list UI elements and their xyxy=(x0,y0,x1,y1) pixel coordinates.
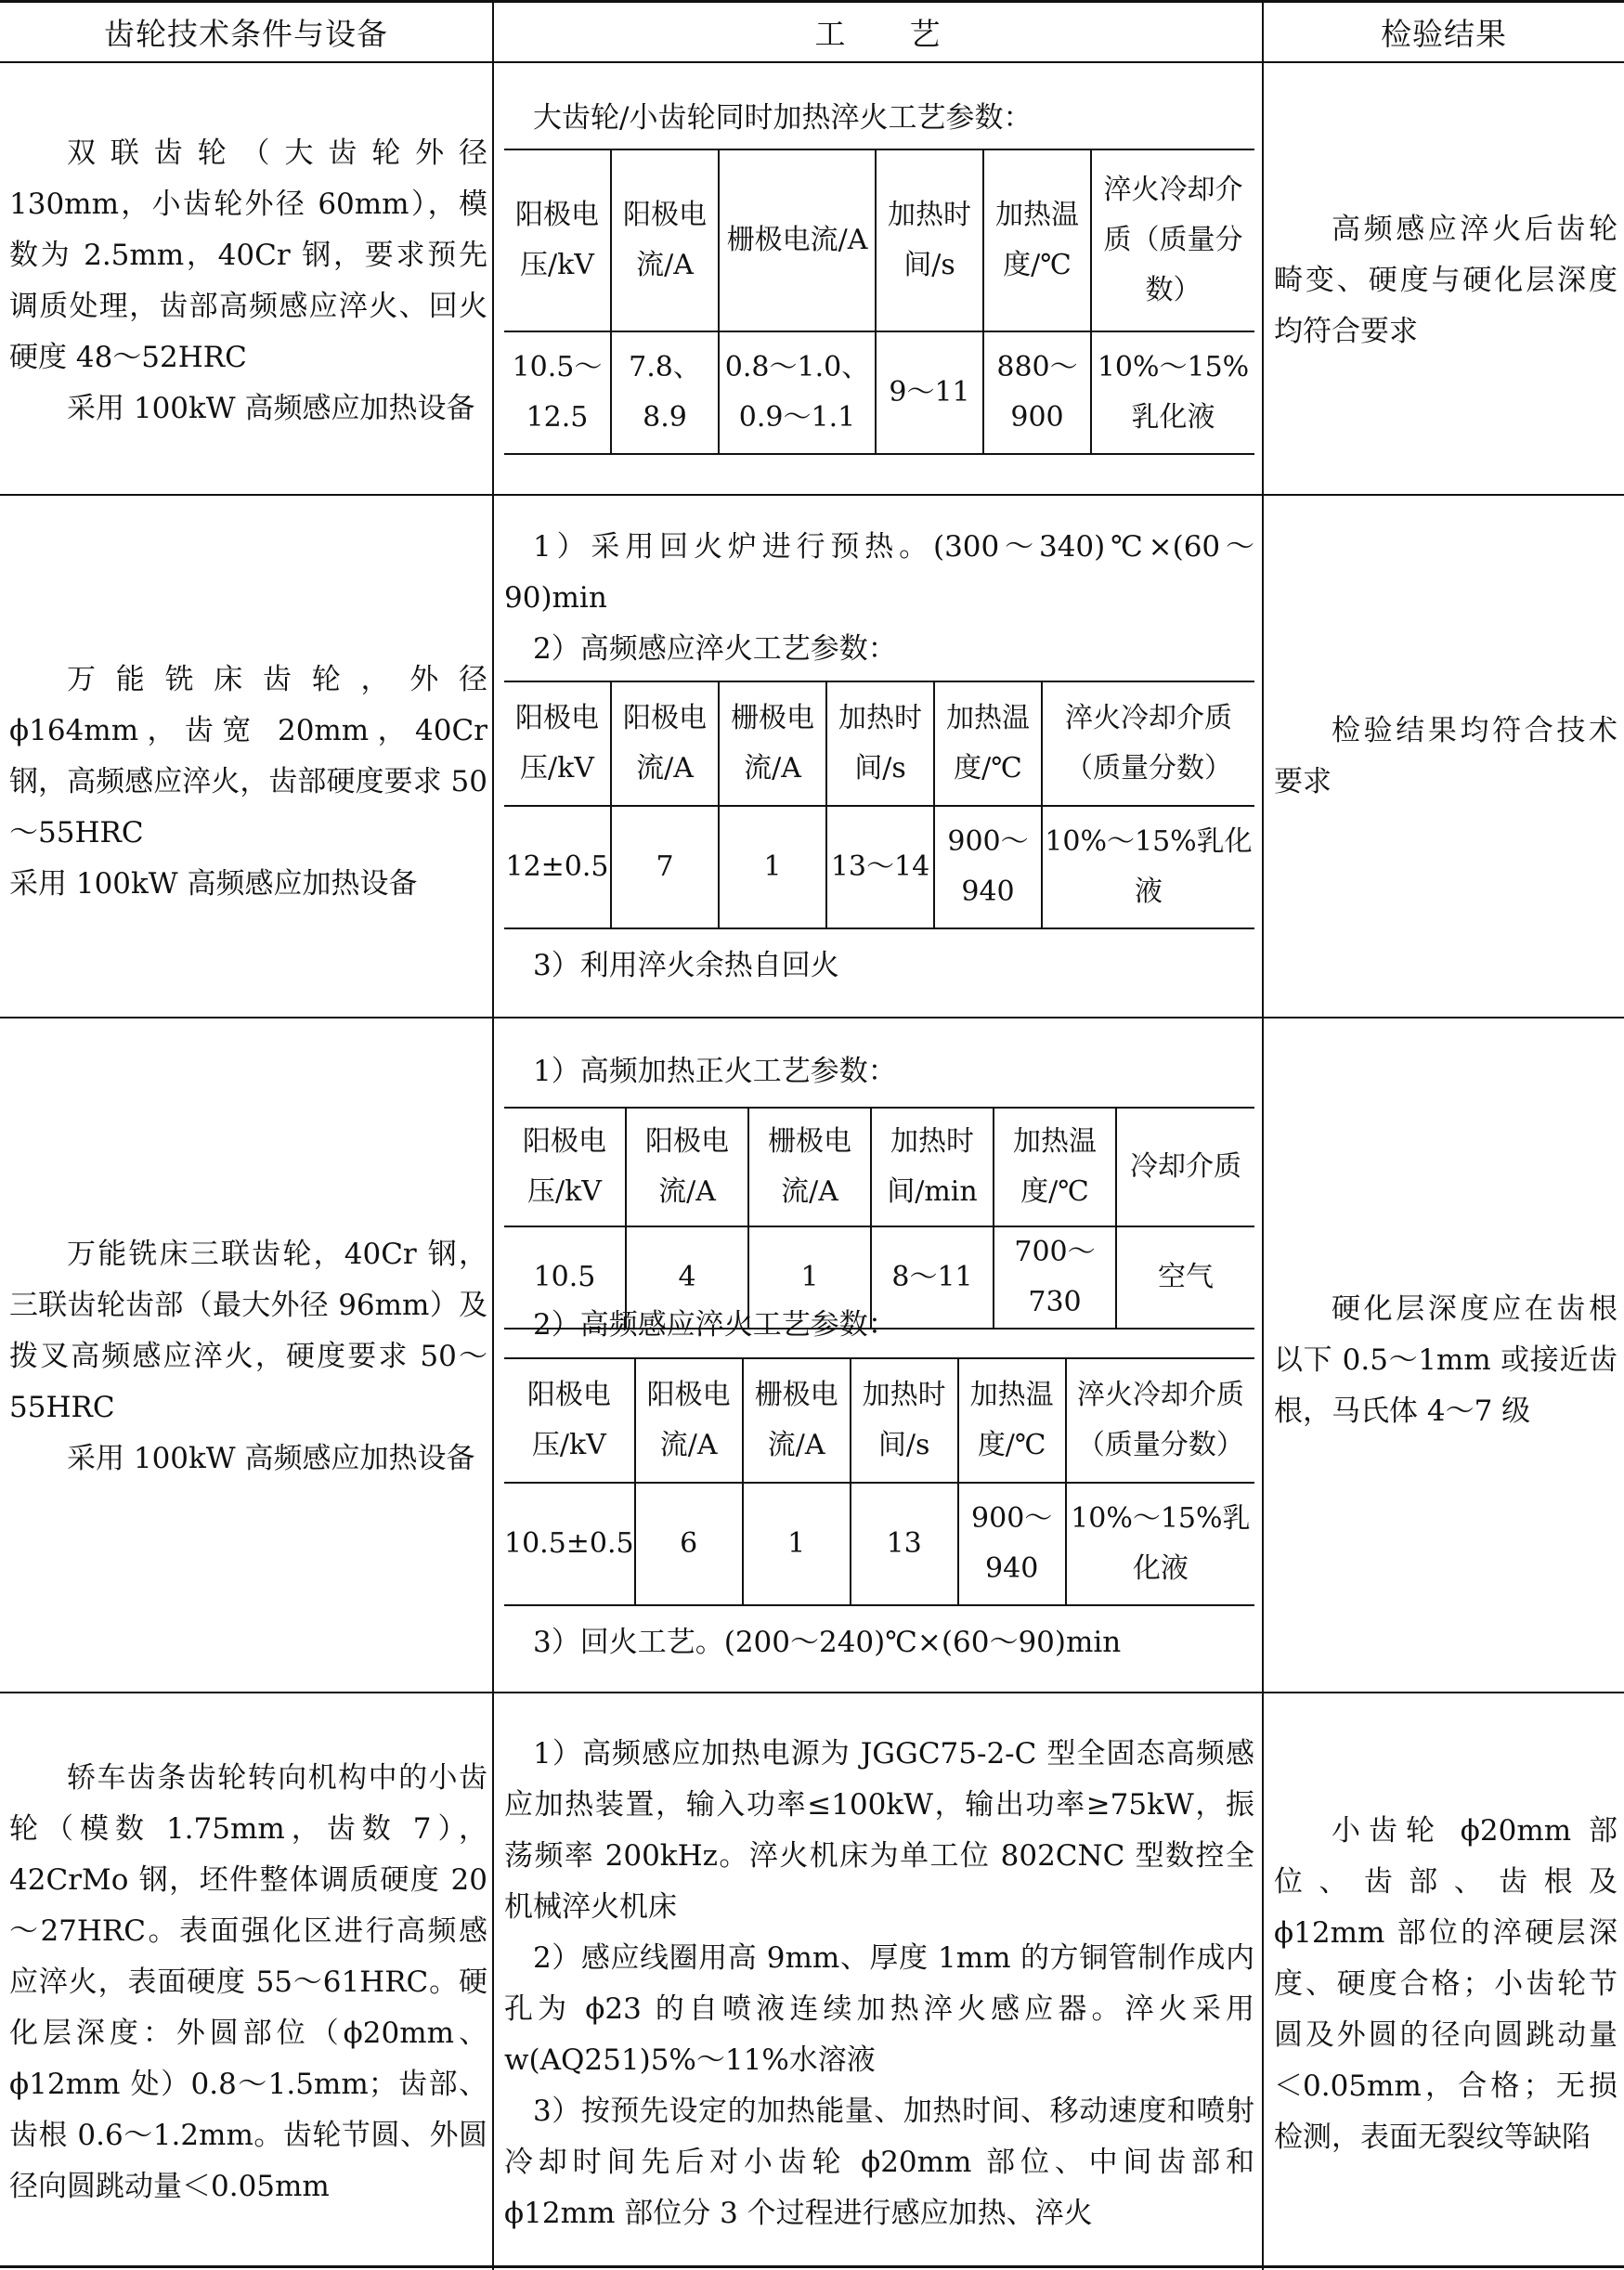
table-cell: 10.5±0.5 xyxy=(504,1527,634,1560)
table-header-cell: 淬火冷却介质（质量分数） xyxy=(1066,1358,1254,1483)
row1-process-title: 大齿轮/小齿轮同时加热淬火工艺参数： xyxy=(533,101,1033,135)
table-cell: 空气 xyxy=(1116,1226,1254,1329)
table-cell: 7 xyxy=(611,806,719,928)
row2-step3: 3）利用淬火余热自回火 xyxy=(533,949,839,982)
table-cell: 10.5～12.5 xyxy=(512,351,603,434)
table-cell: 900～940 xyxy=(934,806,1042,928)
row3-step2: 2）高频感应淬火工艺参数： xyxy=(533,1308,897,1342)
table-header-cell: 淬火冷却介质（质量分数） xyxy=(1091,149,1254,331)
row2-bottom-border xyxy=(0,1017,1624,1018)
table-bottom-border xyxy=(0,2265,1624,2268)
table-cell: 9～11 xyxy=(876,331,983,454)
table-cell: 10.5 xyxy=(533,1261,596,1293)
row4-conditions: 轿车齿条齿轮转向机构中的小齿轮（模数 1.75mm，齿数 7），42CrMo 钢，坯件整体调质硬度 20～27HRC。表面强化区进行高频感应淬火，表面硬度 55～61HRC。硬化层深度：外圆部位（ϕ20mm、ϕ12mm 处）0.8～1.5mm；齿部、齿根 0.6～1.2mm。齿轮节圆、外圆径向圆跳动量＜0.05mm xyxy=(9,1761,487,2203)
row2-step1: 1）采用回火炉进行预热。(300～340)℃×(60～90)min xyxy=(504,530,1254,615)
table-header-cell: 阳极电压/kV xyxy=(504,1108,626,1226)
table-header-cell: 加热温度/℃ xyxy=(934,681,1042,806)
table-header-cell: 加热时间/s xyxy=(826,681,934,806)
table-cell: 880～900 xyxy=(983,331,1091,454)
row2-param-table xyxy=(504,681,1254,929)
table-cell: 0.8～1.0、0.9～1.1 xyxy=(719,331,876,454)
table-header-cell: 加热时间/s xyxy=(876,149,983,331)
table-cell: 1 xyxy=(743,1483,851,1605)
row3-param-table-2 xyxy=(504,1357,1254,1606)
row4-steps: 1）高频感应加热电源为 JGGC75-2-C 型全固态高频感应加热装置，输入功率≤100kW，输出功率≥75kW，振荡频率 200kHz。淬火机床为单工位 802CNC 型数控全机械淬火机床 2）感应线圈用高 9mm、厚度 1mm 的方铜管制作成内孔为 ϕ23 的自喷液连续加热淬火感应器。淬火采用 w(AQ251)5%～11%水溶液 3）按预先设定的加热能量、加热时间、移动速度和喷射冷却时间先后对小齿轮 ϕ20mm 部位、中间齿部和 ϕ12mm 部位分 3 个过程进行感应加热、淬火 xyxy=(504,1737,1254,2230)
table-header-cell: 阳极电流/A xyxy=(611,681,719,806)
table-cell: 1 xyxy=(748,1226,871,1329)
table-header-cell: 加热温度/℃ xyxy=(958,1358,1066,1483)
row4-result: 小齿轮 ϕ20mm 部位、齿部、齿根及 ϕ12mm 部位的淬硬层深度、硬度合格；小齿轮节圆及外圆的径向圆跳动量＜0.05mm，合格；无损检测，表面无裂纹等缺陷 xyxy=(1274,1814,1618,2154)
table-cell: 13 xyxy=(851,1483,958,1605)
table-header-cell: 阳极电流/A xyxy=(626,1108,748,1226)
header-conditions: 齿轮技术条件与设备 xyxy=(104,15,388,52)
table-top-border xyxy=(0,0,1624,3)
table-cell: 12±0.5 xyxy=(505,850,609,883)
table-cell: 8～11 xyxy=(871,1226,994,1329)
table-header-cell: 加热时间/min xyxy=(871,1108,994,1226)
table-header-cell: 加热时间/s xyxy=(851,1358,958,1483)
header-result: 检验结果 xyxy=(1381,15,1507,52)
table-header-cell: 阳极电压/kV xyxy=(504,681,611,806)
table-cell: 10%～15%乳化液 xyxy=(1066,1483,1254,1605)
table-header-cell: 栅极电流/A xyxy=(748,1108,871,1226)
table-header-cell: 加热温度/℃ xyxy=(983,149,1091,331)
row3-step1: 1）高频加热正火工艺参数： xyxy=(533,1055,897,1088)
table-cell: 1 xyxy=(719,806,826,928)
row1-result: 高频感应淬火后齿轮畸变、硬度与硬化层深度均符合要求 xyxy=(1274,213,1618,348)
table-cell: 900～940 xyxy=(958,1483,1066,1605)
row2-result: 检验结果均符合技术要求 xyxy=(1274,714,1618,798)
col-divider-1 xyxy=(492,0,494,2270)
table-cell: 4 xyxy=(626,1226,748,1329)
row3-bottom-border xyxy=(0,1692,1624,1693)
table-cell: 10%～15%乳化液 xyxy=(1042,806,1254,928)
table-header-cell: 冷却介质 xyxy=(1116,1108,1254,1226)
col-divider-2 xyxy=(1262,0,1264,2270)
row1-bottom-border xyxy=(0,494,1624,496)
table-cell: 700～730 xyxy=(994,1226,1116,1329)
row2-conditions: 万能铣床齿轮，外径 ϕ164mm，齿宽 20mm，40Cr 钢，高频感应淬火，齿部硬度要求 50～55HRC 采用 100kW 高频感应加热设备 xyxy=(9,663,487,901)
table-cell: 6 xyxy=(635,1483,743,1605)
row3-step3: 3）回火工艺。(200～240)℃×(60～90)min xyxy=(533,1626,1122,1659)
table-header-cell: 阳极电流/A xyxy=(635,1358,743,1483)
row1-conditions: 双联齿轮（大齿轮外径 130mm，小齿轮外径 60mm），模数为 2.5mm，40Cr 钢，要求预先调质处理，齿部高频感应淬火、回火硬度 48～52HRC 采用 100kW 高频感应加热设备 xyxy=(9,136,487,425)
table-header-cell: 阳极电流/A xyxy=(611,149,719,331)
table-cell: 7.8、8.9 xyxy=(611,331,719,454)
header-bottom-border xyxy=(0,61,1624,63)
row3-result: 硬化层深度应在齿根以下 0.5～1mm 或接近齿根，马氏体 4～7 级 xyxy=(1274,1292,1618,1428)
table-header-cell: 阳极电压/kV xyxy=(504,149,611,331)
header-process: 工 艺 xyxy=(814,15,942,52)
table-header-cell: 淬火冷却介质（质量分数） xyxy=(1042,681,1254,806)
row3-param-table-1 xyxy=(504,1107,1254,1330)
table-header-cell: 加热温度/℃ xyxy=(994,1108,1116,1226)
table-cell: 10%～15%乳化液 xyxy=(1091,331,1254,454)
row3-conditions: 万能铣床三联齿轮，40Cr 钢，三联齿轮齿部（最大外径 96mm）及拨叉高频感应淬火，硬度要求 50～55HRC 采用 100kW 高频感应加热设备 xyxy=(9,1238,487,1475)
table-header-cell: 栅极电流/A xyxy=(743,1358,851,1483)
row2-step2: 2）高频感应淬火工艺参数： xyxy=(533,632,897,666)
row1-param-table xyxy=(504,149,1254,455)
table-cell: 13～14 xyxy=(826,806,934,928)
table-header-cell: 栅极电流/A xyxy=(719,681,826,806)
table-header-cell: 栅极电流/A xyxy=(719,149,876,331)
table-header-cell: 阳极电压/kV xyxy=(504,1358,635,1483)
